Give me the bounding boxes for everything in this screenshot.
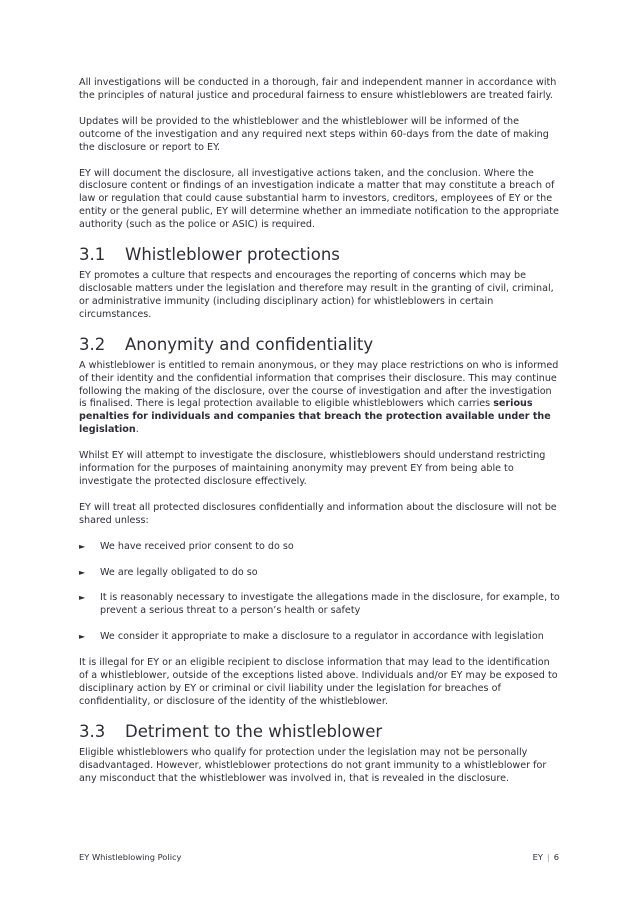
bullet-arrow-icon: ►	[79, 541, 86, 551]
footer-page-label	[533, 852, 559, 863]
paragraph-documentation: EY will document the disclosure, all investigative actions taken, and the conclusion. Where the disclosure content or findings of an investigation indicate a matter that may constitute a breach of law or regulation that could cause substantial harm to investors, creditors, employees of EY or the entity or the general public, EY will determine whether an immediate notification to the appropriate authority (such as the police or ASIC) is required.	[79, 167, 559, 231]
paragraph-investigation-conduct: All investigations will be conducted in a thorough, fair and independent manner in accordance with the principles of natural justice and procedural fairness to ensure whistleblowers are treated fairly.	[79, 77, 557, 101]
bullet-arrow-icon: ►	[79, 567, 86, 577]
section-heading-detriment	[79, 722, 561, 742]
footer-brand: EY	[532, 852, 543, 862]
paragraph-anonymity	[79, 360, 561, 437]
list-item	[79, 631, 561, 644]
paragraph-anonymity-end: .	[135, 424, 139, 436]
paragraph-protections: EY promotes a culture that respects and encourages the reporting of concerns which may be disclosable matters under the legislation and therefore may result in the granting of civil, criminal, or administrative immunity (including disciplinary action) for whistleblowers in certain circumstances.	[79, 270, 554, 320]
list-item-text: We consider it appropriate to make a disclosure to a regulator in accordance with legislation	[100, 631, 544, 643]
paragraph-detriment: Eligible whistleblowers who qualify for protection under the legislation may not be personally disadvantaged. However, whistleblower protections do not grant immunity to a whistleblower for any misconduct that the whistleblower was involved in, that is revealed in the disclosure.	[79, 746, 547, 784]
footer-separator: |	[546, 852, 550, 862]
section-heading-anonymity	[79, 335, 561, 355]
paragraph-anonymity-bold: serious penalties for individuals and companies that breach the protection available under the legislation	[79, 398, 551, 436]
paragraph-confidential-treatment: EY will treat all protected disclosures confidentially and information about the disclosure will not be shared unless:	[79, 501, 557, 526]
section-title: Whistleblower protections	[125, 245, 340, 265]
page-number: 6	[553, 852, 559, 862]
paragraph-illegal-disclosure: It is illegal for EY or an eligible recipient to disclose information that may lead to the identification of a whistleblower, outside of the exceptions listed above. Individuals and/or EY may be exposed to disciplinary action by EY or criminal or civil liability under the legislation for breaches of confidentiality, or disclosure of the identity of the whistleblower.	[79, 657, 558, 707]
list-item-text: We are legally obligated to do so	[100, 566, 258, 578]
section-number: 3.1	[79, 245, 106, 265]
section-heading-whistleblower-protections	[79, 245, 561, 265]
list-item-text: It is reasonably necessary to investigate the allegations made in the disclosure, for example, to prevent a serious threat to a person’s health or safety	[100, 592, 560, 617]
section-number: 3.3	[79, 721, 106, 741]
paragraph-updates: Updates will be provided to the whistleblower and the whistleblower will be informed of the outcome of the investigation and any required next steps within 60-days from the date of making the disclosure or report to EY.	[79, 115, 549, 153]
list-item-text: We have received prior consent to do so	[100, 540, 294, 552]
list-item	[79, 592, 561, 618]
list-item	[79, 567, 561, 580]
bullet-arrow-icon: ►	[79, 632, 86, 642]
section-number: 3.2	[79, 334, 106, 354]
disclosure-exceptions-list	[79, 541, 561, 645]
section-title: Anonymity and confidentiality	[125, 334, 374, 354]
footer-document-title: EY Whistleblowing Policy	[79, 852, 182, 862]
page-content	[79, 77, 561, 799]
list-item	[79, 541, 561, 554]
paragraph-restricting-info: Whilst EY will attempt to investigate the disclosure, whistleblowers should understand restricting information for the purposes of maintaining anonymity may prevent EY from being able to investigate the protected disclosure effectively.	[79, 450, 546, 487]
paragraph-anonymity-text: A whistleblower is entitled to remain anonymous, or they may place restrictions on who is informed of their identity and the confidential information that comprises their disclosure. This may continue following the making of the disclosure, over the course of investigation and after the investigation is finalised. There is legal protection available to eligible whistleblowers which carries	[79, 359, 559, 410]
section-title: Detriment to the whistleblower	[125, 721, 383, 741]
bullet-arrow-icon: ►	[79, 593, 86, 603]
